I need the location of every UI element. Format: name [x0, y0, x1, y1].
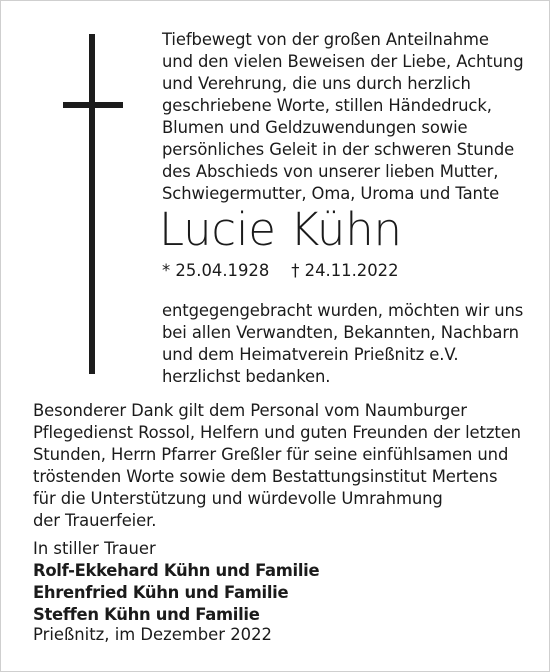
cross-vertical-beam — [89, 34, 95, 374]
cross-horizontal-beam — [63, 102, 123, 108]
intro-line: Schwiegermutter, Oma, Uroma und Tante — [162, 184, 500, 203]
special-thanks-paragraph — [33, 400, 521, 532]
family-name: Steffen Kühn und Familie — [33, 605, 260, 624]
intro-paragraph — [162, 29, 524, 205]
family-signatures — [33, 560, 319, 626]
thanks-line: entgegengebracht wurden, möchten wir uns — [162, 301, 524, 320]
place-and-date: Prießnitz, im Dezember 2022 — [33, 625, 272, 644]
cross-icon — [63, 34, 123, 374]
intro-line: geschriebene Worte, stillen Händedruck, — [162, 96, 492, 115]
special-thanks-line: Pflegedienst Rossol, Helfern und guten Freunden der letzten — [33, 423, 521, 442]
family-name: Rolf-Ekkehard Kühn und Familie — [33, 561, 320, 580]
intro-line: des Abschieds von unserer lieben Mutter, — [162, 162, 499, 181]
special-thanks-line: für die Unterstützung und würdevolle Umrahmung — [33, 489, 443, 508]
special-thanks-line: der Trauerfeier. — [33, 511, 157, 530]
intro-line: Tiefbewegt von der großen Anteilnahme — [162, 30, 489, 49]
intro-line: und Verehrung, die uns durch herzlich — [162, 74, 471, 93]
intro-line: Blumen und Geldzuwendungen sowie — [162, 118, 468, 137]
family-name: Ehrenfried Kühn und Familie — [33, 583, 289, 602]
life-dates — [162, 260, 399, 282]
intro-line: und den vielen Beweisen der Liebe, Achtung — [162, 52, 524, 71]
special-thanks-line: Stunden, Herrn Pfarrer Greßler für seine einfühlsamen und — [33, 445, 509, 464]
thanks-line: bei allen Verwandten, Bekannten, Nachbarn — [162, 323, 519, 342]
thanks-paragraph — [162, 300, 523, 388]
birth-date: * 25.04.1928 — [162, 261, 270, 280]
thanks-line: herzlichst bedanken. — [162, 367, 331, 386]
death-date: † 24.11.2022 — [291, 261, 399, 280]
deceased-name: Lucie Kühn — [159, 203, 402, 256]
special-thanks-line: tröstenden Worte sowie dem Bestattungsinstitut Mertens — [33, 467, 498, 486]
intro-line: persönliches Geleit in der schweren Stunde — [162, 140, 515, 159]
special-thanks-line: Besonderer Dank gilt dem Personal vom Naumburger — [33, 401, 467, 420]
mourning-intro: In stiller Trauer — [33, 539, 156, 558]
thanks-line: und dem Heimatverein Prießnitz e.V. — [162, 345, 459, 364]
